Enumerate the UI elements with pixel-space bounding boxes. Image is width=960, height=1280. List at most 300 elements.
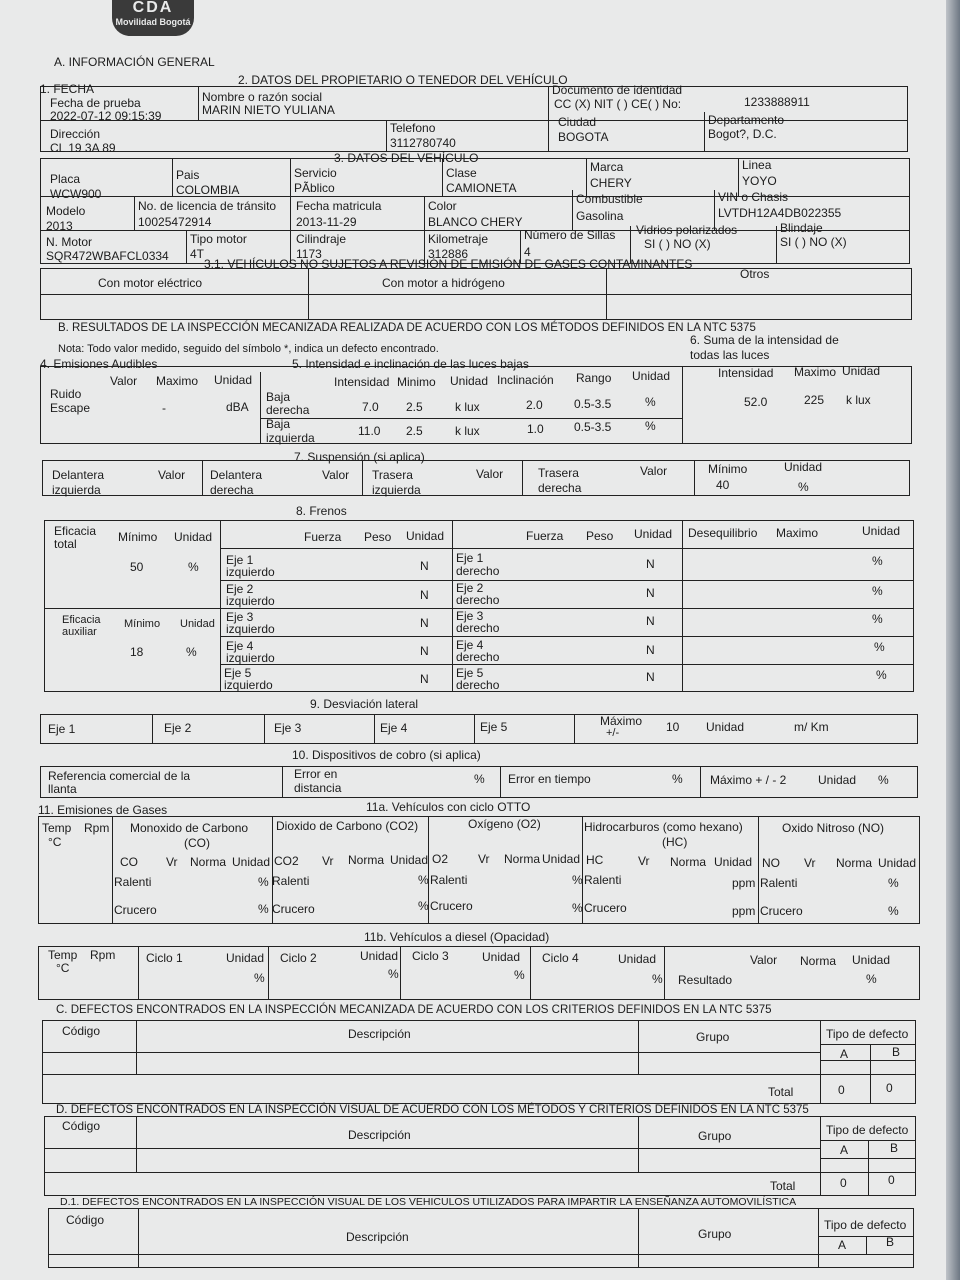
desviacion-maximo-value: 10 [666,720,680,734]
desviacion-eje2: Eje 2 [164,721,192,735]
audible-maximo-header: Maximo [156,374,199,388]
c-tipo-header: Tipo de defecto [826,1027,909,1041]
section-b-note: Nota: Todo valor medido, seguido del símbolo *, indica un defecto encontrado. [58,343,439,355]
d-grupo-header: Grupo [698,1129,732,1143]
suspension-unidad-value: % [798,480,809,494]
modelo-value: 2013 [46,219,73,233]
suspension-minimo-label: Mínimo [708,462,748,476]
ciclo2-unidad: Unidad [360,949,399,963]
eje4-deseq-unit: % [874,640,885,654]
co-unidad: Unidad [232,855,271,869]
diesel-header: 11b. Vehículos a diesel (Opacidad) [364,930,550,944]
luz-izquierda-intensidad: 11.0 [358,424,381,438]
eje1-der-unit: N [646,557,655,571]
kilometraje-value: 312886 [428,247,469,261]
eje2-izq-sub: izquierdo [226,594,275,608]
diesel-unidad: Unidad [852,953,891,967]
eficacia-total-unidad-value: % [188,560,199,574]
tra-der-label-2: derecha [538,481,582,495]
eje5-der-sub: derecho [456,678,500,692]
otto-temp: Temp [42,821,72,835]
o2-title: Oxígeno (O2) [468,817,541,831]
no-sub: NO [762,856,780,870]
eje3-der-sub: derecho [456,621,500,635]
cobro-unidad-label: Unidad [818,773,857,787]
co-ralenti: Ralenti [114,875,152,889]
hc-crucero: Crucero [584,901,627,915]
ciclo1-unidad: Unidad [226,951,265,965]
d-descripcion-header: Descripción [348,1128,411,1142]
suma-unidad-value: k lux [846,393,871,407]
co-title-2: (CO) [184,836,210,850]
luz-izquierda-pct: % [645,419,656,433]
ciclo4-label: Ciclo 4 [542,951,579,965]
vin-label: VIN o Chasis [718,190,789,204]
direccion-value: CL 19 3A 89 [50,141,116,155]
marca-value: CHERY [590,176,632,190]
eficacia-total-unidad-label: Unidad [174,530,213,544]
desviacion-eje3: Eje 3 [274,721,302,735]
del-izq-label-1: Delantera [52,468,105,482]
eje2-izq-label: Eje 2 [226,582,254,596]
eje1-izq-sub: izquierdo [226,565,275,579]
cobro-referencia-label-2: llanta [48,782,77,796]
eficacia-total-minimo-value: 50 [130,560,144,574]
servicio-value: PÃblico [294,181,335,195]
c-total-label: Total [768,1085,794,1099]
eficacia-aux-unidad-label: Unidad [180,618,215,630]
blindaje-label: Blindaje [780,221,823,235]
c-total-b: 0 [886,1081,893,1095]
servicio-label: Servicio [294,166,337,180]
eje4-der-unit: N [646,643,655,657]
eficacia-aux-label-2: auxiliar [62,626,97,638]
no-norma: Norma [836,856,873,870]
hc-crucero-ppm: ppm [732,904,756,918]
co-crucero: Crucero [114,903,157,917]
no-ralenti: Ralenti [760,876,798,890]
tra-izq-valor: Valor [476,467,504,481]
eje3-izq-sub: izquierdo [226,622,275,636]
del-der-label-2: derecha [210,483,254,497]
eje1-izq-label: Eje 1 [226,553,254,567]
no-title: Oxido Nitroso (NO) [782,821,885,835]
audible-valor-header: Valor [110,374,138,388]
otto-c: °C [48,835,62,849]
c-total-a: 0 [838,1083,845,1097]
otros-label: Otros [740,267,770,281]
eficacia-aux-unidad-value: % [186,645,197,659]
motor-hidrogeno-label: Con motor a hidrógeno [382,276,505,290]
diesel-valor: Valor [750,953,778,967]
c-descripcion-header: Descripción [348,1027,411,1041]
luz-derecha-minimo: 2.5 [406,400,423,414]
luz-derecha-unidad: k lux [455,400,480,414]
d1-tipo-a: A [838,1238,847,1252]
ciclo1-pct: % [254,971,265,985]
baja-derecha-label-1: Baja [266,390,291,404]
section-d-title: D. DEFECTOS ENCONTRADOS EN LA INSPECCIÓN VISUAL DE ACUERDO CON LOS MÉTODOS Y CRITERIOS DEFINIDOS EN LA NTC 5375 [56,1104,809,1116]
diesel-pct: % [866,972,877,986]
co2-crucero-pct: % [418,899,429,913]
cilindraje-value: 1173 [296,247,322,261]
ciclo1-label: Ciclo 1 [146,951,183,965]
frenos-maximo: Maximo [776,526,819,540]
combustible-value: Gasolina [576,209,624,223]
motor-value: SQR472WBAFCL0334 [46,249,169,263]
eje5-der-unit: N [646,670,655,684]
eje3-deseq-unit: % [872,612,883,626]
fecha-header: 1. FECHA [40,82,95,96]
diesel-temp: Temp [48,948,78,962]
hc-title-1: Hidrocarburos (como hexano) [584,820,743,834]
baja-izquierda-label-1: Baja [266,417,291,431]
section-a-title: A. INFORMACIÓN GENERAL [54,55,215,69]
co2-ralenti: Ralenti [272,874,310,888]
ruido-label: Ruido [50,387,82,401]
o2-crucero-pct: % [572,901,583,915]
placa-value: WCW900 [50,187,102,201]
eficacia-aux-minimo-label: Mínimo [124,618,161,630]
no-ralenti-pct: % [888,876,899,890]
no-vr: Vr [804,856,816,870]
frenos-unidad-der: Unidad [634,527,673,541]
telefono-label: Telefono [390,121,436,135]
cobro-maximo: Máximo + / - 2 [710,773,787,787]
modelo-label: Modelo [46,204,86,218]
ciclo2-label: Ciclo 2 [280,951,317,965]
diesel-resultado: Resultado [678,973,733,987]
eje1-der-sub: derecho [456,564,500,578]
licencia-value: 10025472914 [138,215,212,229]
ciclo2-pct: % [388,967,399,981]
marca-label: Marca [590,160,624,174]
fecha-matricula-label: Fecha matricula [296,199,382,213]
cobro-error-distancia-1: Error en [294,767,338,781]
vidrios-label: Vidrios polarizados [636,223,738,237]
nombre-value: MARIN NIETO YULIANA [202,103,335,117]
motor-label: N. Motor [46,235,93,249]
eje3-izq-unit: N [420,616,429,630]
o2-vr: Vr [478,852,490,866]
d1-grupo-header: Grupo [698,1227,732,1241]
diesel-c: °C [56,961,70,975]
desviacion-unidad-label: Unidad [706,720,745,734]
c-tipo-b: B [892,1045,901,1059]
otto-header: 11a. Vehículos con ciclo OTTO [366,800,531,814]
tra-der-valor: Valor [640,464,668,478]
luces-col-unidad-2: Unidad [632,369,671,383]
pais-value: COLOMBIA [176,183,240,197]
tra-der-label-1: Trasera [538,466,579,480]
d-codigo-header: Código [62,1119,101,1133]
sillas-value: 4 [524,245,531,259]
desviacion-maximo-label: Máximo [600,714,643,728]
c-tipo-a: A [840,1047,849,1061]
tra-izq-label-1: Trasera [372,468,413,482]
d1-codigo-header: Código [66,1213,105,1227]
o2-norma: Norma [504,852,541,866]
del-izq-valor: Valor [158,468,186,482]
frenos-unidad-deseq: Unidad [862,524,901,538]
logo-text: CDA [132,0,174,16]
o2-ralenti-pct: % [572,873,583,887]
o2-crucero: Crucero [430,899,473,913]
emisiones-audibles-header: 4. Emisiones Audibles [40,357,158,371]
eficacia-total-label-1: Eficacia [54,524,97,538]
co2-unidad: Unidad [390,853,429,867]
eje5-izq-unit: N [420,672,429,686]
luces-col-inclinacion: Inclinación [497,373,554,387]
frenos-peso-izq: Peso [364,530,392,544]
eje1-izq-unit: N [420,559,429,573]
cobro-referencia-label-1: Referencia comercial de la [48,769,191,783]
co-title-1: Monoxido de Carbono [130,821,249,835]
d-tipo-b: B [890,1141,899,1155]
eje2-deseq-unit: % [872,584,883,598]
c-grupo-header: Grupo [696,1030,730,1044]
gases-header: 11. Emisiones de Gases [38,803,168,817]
direccion-label: Dirección [50,127,101,141]
o2-unidad: Unidad [542,852,581,866]
hc-norma: Norma [670,855,707,869]
linea-value: YOYO [742,174,777,188]
hc-vr: Vr [638,854,650,868]
del-der-valor: Valor [322,468,350,482]
o2-ralenti: Ralenti [430,873,468,887]
pais-label: Pais [176,168,200,182]
luces-col-rango: Rango [576,371,612,385]
suspension-header: 7. Suspensión (si aplica) [294,450,425,464]
tra-izq-label-2: izquierda [372,483,421,497]
section-c-title: C. DEFECTOS ENCONTRADOS EN LA INSPECCIÓN MECANIZADA DE ACUERDO CON LOS CRITERIOS DEFINIDOS EN LA NTC 5375 [56,1004,772,1016]
telefono-value: 3112780740 [390,136,456,150]
luz-derecha-rango: 0.5-3.5 [574,397,612,411]
ciclo3-unidad: Unidad [482,950,521,964]
fecha-matricula-value: 2013-11-29 [296,215,357,229]
del-izq-label-2: izquierda [52,483,101,497]
hc-title-2: (HC) [662,835,688,849]
ciclo3-pct: % [514,968,525,982]
cda-logo [112,0,194,36]
eje1-der-label: Eje 1 [456,551,484,565]
eje5-izq-label: Eje 5 [224,666,252,680]
desviacion-eje5: Eje 5 [480,720,508,734]
cobro-tiempo-pct: % [672,772,683,786]
luces-col-intensidad: Intensidad [334,375,390,389]
documento-label: Documento de identidad [552,83,683,97]
cobro-header: 10. Dispositivos de cobro (si aplica) [292,748,481,762]
c-codigo-header: Código [62,1024,101,1038]
suspension-minimo-value: 40 [716,478,730,492]
desviacion-eje1: Eje 1 [48,722,76,736]
cilindraje-label: Cilindraje [296,232,347,246]
kilometraje-label: Kilometraje [428,232,489,246]
ciudad-label: Ciudad [558,115,597,129]
no-gas-header: 3.1. VEHÍCULOS NO SUJETOS A REVISIÓN DE EMISIÓN DE GASES CONTAMINANTES [204,257,693,271]
eficacia-total-minimo-label: Mínimo [118,530,158,544]
section-b-title: B. RESULTADOS DE LA INSPECCIÓN MECANIZADA REALIZADA DE ACUERDO CON LOS MÉTODOS DEFINIDOS EN LA NTC 5375 [58,322,756,334]
color-value: BLANCO CHERY [428,215,523,229]
ciudad-value: BOGOTA [558,130,609,144]
vidrios-value: SI ( ) NO (X) [644,237,711,251]
eje1-deseq-unit: % [872,554,883,568]
d-total-a: 0 [840,1176,847,1190]
audible-unidad-header: Unidad [214,373,253,387]
co2-sub: CO2 [274,854,299,868]
licencia-label: No. de licencia de tránsito [138,199,277,213]
blindaje-value: SI ( ) NO (X) [780,235,847,249]
section-d1-title: D.1. DEFECTOS ENCONTRADOS EN LA INSPECCIÓN VISUAL DE LOS VEHICULOS UTILIZADOS PARA IMPARTIR LA ENSEÑANZA AUTOMOVILÍSTICA [60,1196,797,1208]
documento-options: CC (X) NIT ( ) CE( ) No: [554,97,682,111]
audible-maximo-value: - [162,401,166,415]
ciclo3-label: Ciclo 3 [412,949,449,963]
eficacia-aux-label-1: Eficacia [62,614,101,626]
vin-value: LVTDH12A4DB022355 [718,206,842,220]
linea-label: Linea [742,158,772,172]
sillas-label: Número de Sillas [524,228,616,242]
nombre-label: Nombre o razón social [202,90,323,104]
suma-maximo-value: 225 [804,393,825,407]
frenos-fuerza-der: Fuerza [526,529,564,543]
d1-tipo-b: B [886,1235,895,1249]
eje5-izq-sub: izquierdo [224,678,273,692]
eje2-der-unit: N [646,586,655,600]
departamento-value: Bogot?, D.C. [708,127,777,141]
hc-ralenti-ppm: ppm [732,876,756,890]
desviacion-header: 9. Desviación lateral [310,697,419,711]
motor-electrico-label: Con motor eléctrico [98,276,203,290]
suma-maximo-header: Maximo [794,365,837,379]
color-label: Color [428,199,457,213]
del-der-label-1: Delantera [210,468,263,482]
luz-izquierda-rango: 0.5-3.5 [574,420,612,434]
luces-col-unidad: Unidad [450,374,489,388]
no-unidad: Unidad [878,856,917,870]
luces-header: 5. Intensidad e inclinación de las luces bajas [292,357,529,371]
baja-derecha-label-2: derecha [266,403,310,417]
fecha-prueba-value: 2022-07-12 09:15:39 [50,109,162,123]
suma-intensidad-header: Intensidad [718,366,774,380]
eje4-izq-sub: izquierdo [226,651,275,665]
eje4-der-label: Eje 4 [456,638,484,652]
cobro-error-tiempo: Error en tiempo [508,772,591,786]
no-crucero-pct: % [888,904,899,918]
combustible-label: Combustible [576,192,643,206]
desviacion-unidad-value: m/ Km [794,720,829,734]
co-norma: Norma [190,855,227,869]
documento-value: 1233888911 [744,95,810,109]
clase-label: Clase [446,166,477,180]
co2-ralenti-pct: % [418,873,429,887]
luces-col-minimo: Minimo [397,375,436,389]
cobro-distancia-pct: % [474,772,485,786]
eje5-deseq-unit: % [876,668,887,682]
eje2-izq-unit: N [420,588,429,602]
ciclo4-unidad: Unidad [618,952,657,966]
frenos-header: 8. Frenos [296,504,347,518]
tipo-motor-label: Tipo motor [190,232,247,246]
eficacia-aux-minimo-value: 18 [130,645,144,659]
o2-sub: O2 [432,852,449,866]
d-total-b: 0 [888,1173,895,1187]
eje2-der-label: Eje 2 [456,581,484,595]
hc-sub: HC [586,853,604,867]
co-vr: Vr [166,855,178,869]
hc-ralenti: Ralenti [584,873,622,887]
diesel-norma: Norma [800,954,837,968]
escape-label: Escape [50,401,91,415]
page-edge-shadow [946,0,960,1280]
suma-luces-label-2: todas las luces [690,348,770,362]
clase-value: CAMIONETA [446,181,517,195]
frenos-peso-der: Peso [586,529,614,543]
fecha-prueba-label: Fecha de prueba [50,96,141,110]
luz-izquierda-unidad: k lux [455,424,480,438]
d1-tipo-header: Tipo de defecto [824,1218,907,1232]
desviacion-pm: +/- [606,727,620,739]
placa-label: Placa [50,172,81,186]
ciclo4-pct: % [652,972,663,986]
co2-crucero: Crucero [272,902,315,916]
eje3-der-unit: N [646,614,655,628]
suma-intensidad-value: 52.0 [744,395,768,409]
co2-norma: Norma [348,853,385,867]
d-tipo-header: Tipo de defecto [826,1123,909,1137]
co-sub: CO [120,855,138,869]
otto-rpm: Rpm [84,821,110,835]
tipo-motor-value: 4T [190,247,205,261]
luz-izquierda-minimo: 2.5 [406,424,423,438]
eje3-der-label: Eje 3 [456,609,484,623]
eje4-izq-label: Eje 4 [226,639,254,653]
eje4-der-sub: derecho [456,650,500,664]
baja-izquierda-label-2: izquierda [266,431,315,445]
co-crucero-pct: % [258,902,269,916]
diesel-rpm: Rpm [90,948,116,962]
eje3-izq-label: Eje 3 [226,610,254,624]
luz-izquierda-inclinacion: 1.0 [527,422,544,436]
eje2-der-sub: derecho [456,593,500,607]
co-ralenti-pct: % [258,875,269,889]
d-tipo-a: A [840,1143,849,1157]
eje4-izq-unit: N [420,644,429,658]
frenos-fuerza-izq: Fuerza [304,530,342,544]
desviacion-eje4: Eje 4 [380,721,408,735]
eficacia-total-label-2: total [54,537,77,551]
departamento-label: Departamento [708,113,785,127]
suma-unidad-header: Unidad [842,364,881,378]
logo-subtext: Movilidad Bogotá [115,17,191,27]
audible-unidad-value: dBA [226,400,249,414]
no-crucero: Crucero [760,904,803,918]
d-total-label: Total [770,1179,796,1193]
owner-header: 2. DATOS DEL PROPIETARIO O TENEDOR DEL VEHÍCULO [238,73,568,87]
eje5-der-label: Eje 5 [456,666,484,680]
suspension-unidad-label: Unidad [784,460,823,474]
section-d1-box [48,1208,914,1268]
frenos-unidad-izq: Unidad [406,529,445,543]
luz-derecha-intensidad: 7.0 [362,400,379,414]
hc-unidad: Unidad [714,855,753,869]
co2-vr: Vr [322,854,334,868]
luz-derecha-inclinacion: 2.0 [526,398,543,412]
vehicle-header: 3. DATOS DEL VEHÍCULO [334,151,479,165]
frenos-desequilibrio: Desequilibrio [688,526,758,540]
co2-title: Dioxido de Carbono (CO2) [276,819,419,833]
d1-descripcion-header: Descripción [346,1230,409,1244]
suma-luces-label-1: 6. Suma de la intensidad de [690,333,839,347]
